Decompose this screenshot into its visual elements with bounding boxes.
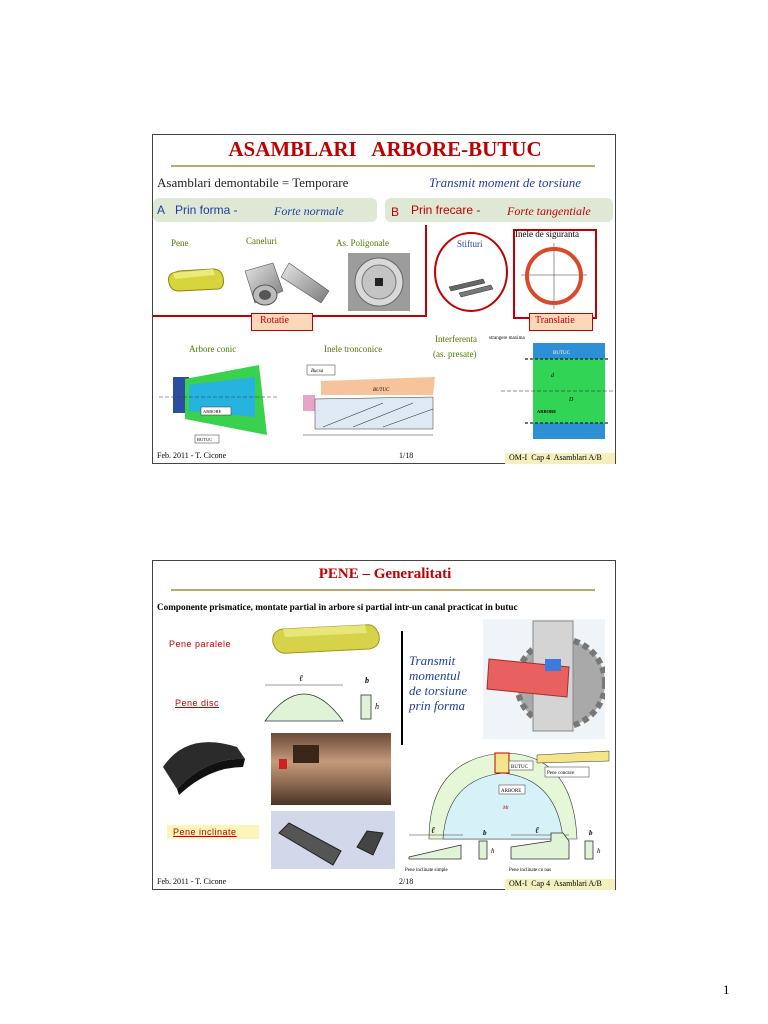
pene-disc-l-label: ℓ bbox=[299, 673, 303, 683]
pene-inclinate-cu-nas-diagram bbox=[507, 823, 613, 877]
slide-2-description: Componente prismatice, montate partial in arbore si partial intr-un canal practicat in butuc bbox=[157, 602, 518, 612]
label-pene-paralele: Pene paralele bbox=[169, 639, 232, 649]
label-caneluri: Caneluri bbox=[246, 236, 277, 246]
pene-disc-h-label: h bbox=[375, 702, 379, 711]
diagram-mt-label: Mt bbox=[503, 806, 509, 811]
label-interferenta: Interferenta bbox=[435, 334, 477, 344]
pene-disc-diagram bbox=[261, 671, 385, 731]
slide-1-footer-left: Feb. 2011 - T. Cicone bbox=[157, 451, 227, 460]
label-inele-siguranta: Inele de siguranta bbox=[515, 229, 579, 239]
poligonale-disc-icon bbox=[348, 253, 410, 311]
title-underline bbox=[171, 165, 595, 167]
label-arbore-conic: Arbore conic bbox=[189, 344, 237, 354]
caneluri-image bbox=[237, 255, 337, 313]
label-translatie: Translatie bbox=[535, 315, 575, 326]
category-b-label: Prin frecare - bbox=[411, 203, 481, 217]
interferenta-drawing bbox=[497, 335, 615, 447]
gear-image bbox=[483, 619, 605, 739]
vertical-divider bbox=[401, 631, 403, 745]
pene-inclinate-simple-diagram bbox=[405, 823, 499, 877]
label-inele-tronconice: Inele tronconice bbox=[324, 344, 383, 354]
shaft-photo-red-mark bbox=[279, 759, 287, 769]
nas-h-label: h bbox=[597, 847, 601, 855]
label-stifturi: Stifturi bbox=[457, 239, 483, 249]
label-strangere-maxima: strangere maxima bbox=[489, 336, 525, 341]
label-rotatie: Rotatie bbox=[260, 315, 289, 326]
simple-b-label: b bbox=[483, 829, 487, 837]
pene-inclinate-cu-nas-label: Pene inclinate cu nas bbox=[509, 868, 552, 873]
pene-inclinate-simple-label: Pene inclinate simple bbox=[405, 868, 448, 873]
arbore-conic-butuc-label: BUTUC bbox=[197, 437, 213, 442]
inele-butuc-label: BUTUC bbox=[373, 388, 390, 393]
pene-disc-b-label: b bbox=[365, 676, 369, 685]
simple-l-label: ℓ bbox=[431, 825, 435, 835]
subtitle-right: Transmit moment de torsiune bbox=[429, 175, 582, 190]
inel-siguranta-icon bbox=[519, 241, 589, 311]
subtitle-left: Asamblari demontabile = Temporare bbox=[157, 175, 349, 190]
arbore-conic-arbore-label: ARBORE bbox=[203, 409, 222, 414]
transmit-line-1: Transmit bbox=[409, 653, 456, 668]
label-pene-disc: Pene disc bbox=[175, 698, 220, 708]
nas-b-label: b bbox=[589, 829, 593, 837]
category-a-desc: Forte normale bbox=[274, 204, 344, 218]
label-pene-inclinate: Pene inclinate bbox=[173, 827, 237, 837]
transmit-line-4: prin forma bbox=[409, 698, 465, 713]
interferenta-butuc-label: BUTUC bbox=[553, 351, 570, 356]
slide-2-footer-left: Feb. 2011 - T. Cicone bbox=[157, 877, 227, 886]
slide-1-title: ASAMBLARI ARBORE-BUTUC bbox=[228, 137, 542, 161]
pene-disc-image bbox=[157, 733, 249, 795]
nas-l-label: ℓ bbox=[535, 825, 539, 835]
shaft-photo bbox=[271, 733, 391, 805]
transmit-line-3: de torsiune bbox=[409, 683, 468, 698]
label-poligonale: As. Poligonale bbox=[336, 238, 389, 248]
label-as-presate: (as. presate) bbox=[433, 349, 477, 359]
transmit-line-2: momentul bbox=[409, 668, 461, 683]
transmit-text bbox=[409, 653, 467, 713]
slide-2-footer-right: OM-I Cap 4 Asamblari A/B bbox=[509, 879, 602, 888]
diagram-arbore-label: ARBORE bbox=[501, 789, 522, 794]
category-a-label: Prin forma - bbox=[175, 203, 238, 217]
page-number: 1 bbox=[723, 982, 730, 997]
interferenta-arbore-label: ARBORE bbox=[537, 409, 557, 414]
inele-bucsa-label: Bucsa bbox=[311, 369, 324, 374]
slide-1-footer-right: OM-I Cap 4 Asamblari A/B bbox=[509, 453, 602, 462]
category-b-desc: Forte tangentiale bbox=[507, 204, 591, 218]
slide-2 bbox=[152, 560, 616, 890]
pene-inclinate-image bbox=[271, 811, 395, 869]
category-a-letter: A bbox=[157, 203, 166, 217]
slide-2-title: PENE – Generalitati bbox=[318, 566, 452, 582]
slide-1-footer-center: 1/18 bbox=[399, 451, 414, 460]
simple-h-label: h bbox=[491, 847, 495, 855]
interferenta-D-label: D bbox=[569, 397, 574, 403]
category-b-letter: B bbox=[391, 205, 400, 219]
shaft-photo-slot bbox=[293, 745, 319, 763]
pene-image bbox=[165, 263, 227, 297]
diagram-butuc-label: BUTUC bbox=[511, 765, 528, 770]
diagram-pene-concave-label: Pene concave bbox=[547, 771, 575, 776]
pene-paralele-image bbox=[269, 619, 385, 659]
slide-2-title-underline bbox=[171, 589, 595, 591]
interferenta-d-label: d bbox=[551, 373, 554, 379]
inele-tronconice-drawing bbox=[293, 361, 443, 443]
arbore-conic-drawing bbox=[159, 357, 277, 445]
slide-2-footer-center: 2/18 bbox=[399, 877, 414, 886]
slide-1 bbox=[152, 134, 616, 464]
label-pene: Pene bbox=[171, 238, 189, 248]
